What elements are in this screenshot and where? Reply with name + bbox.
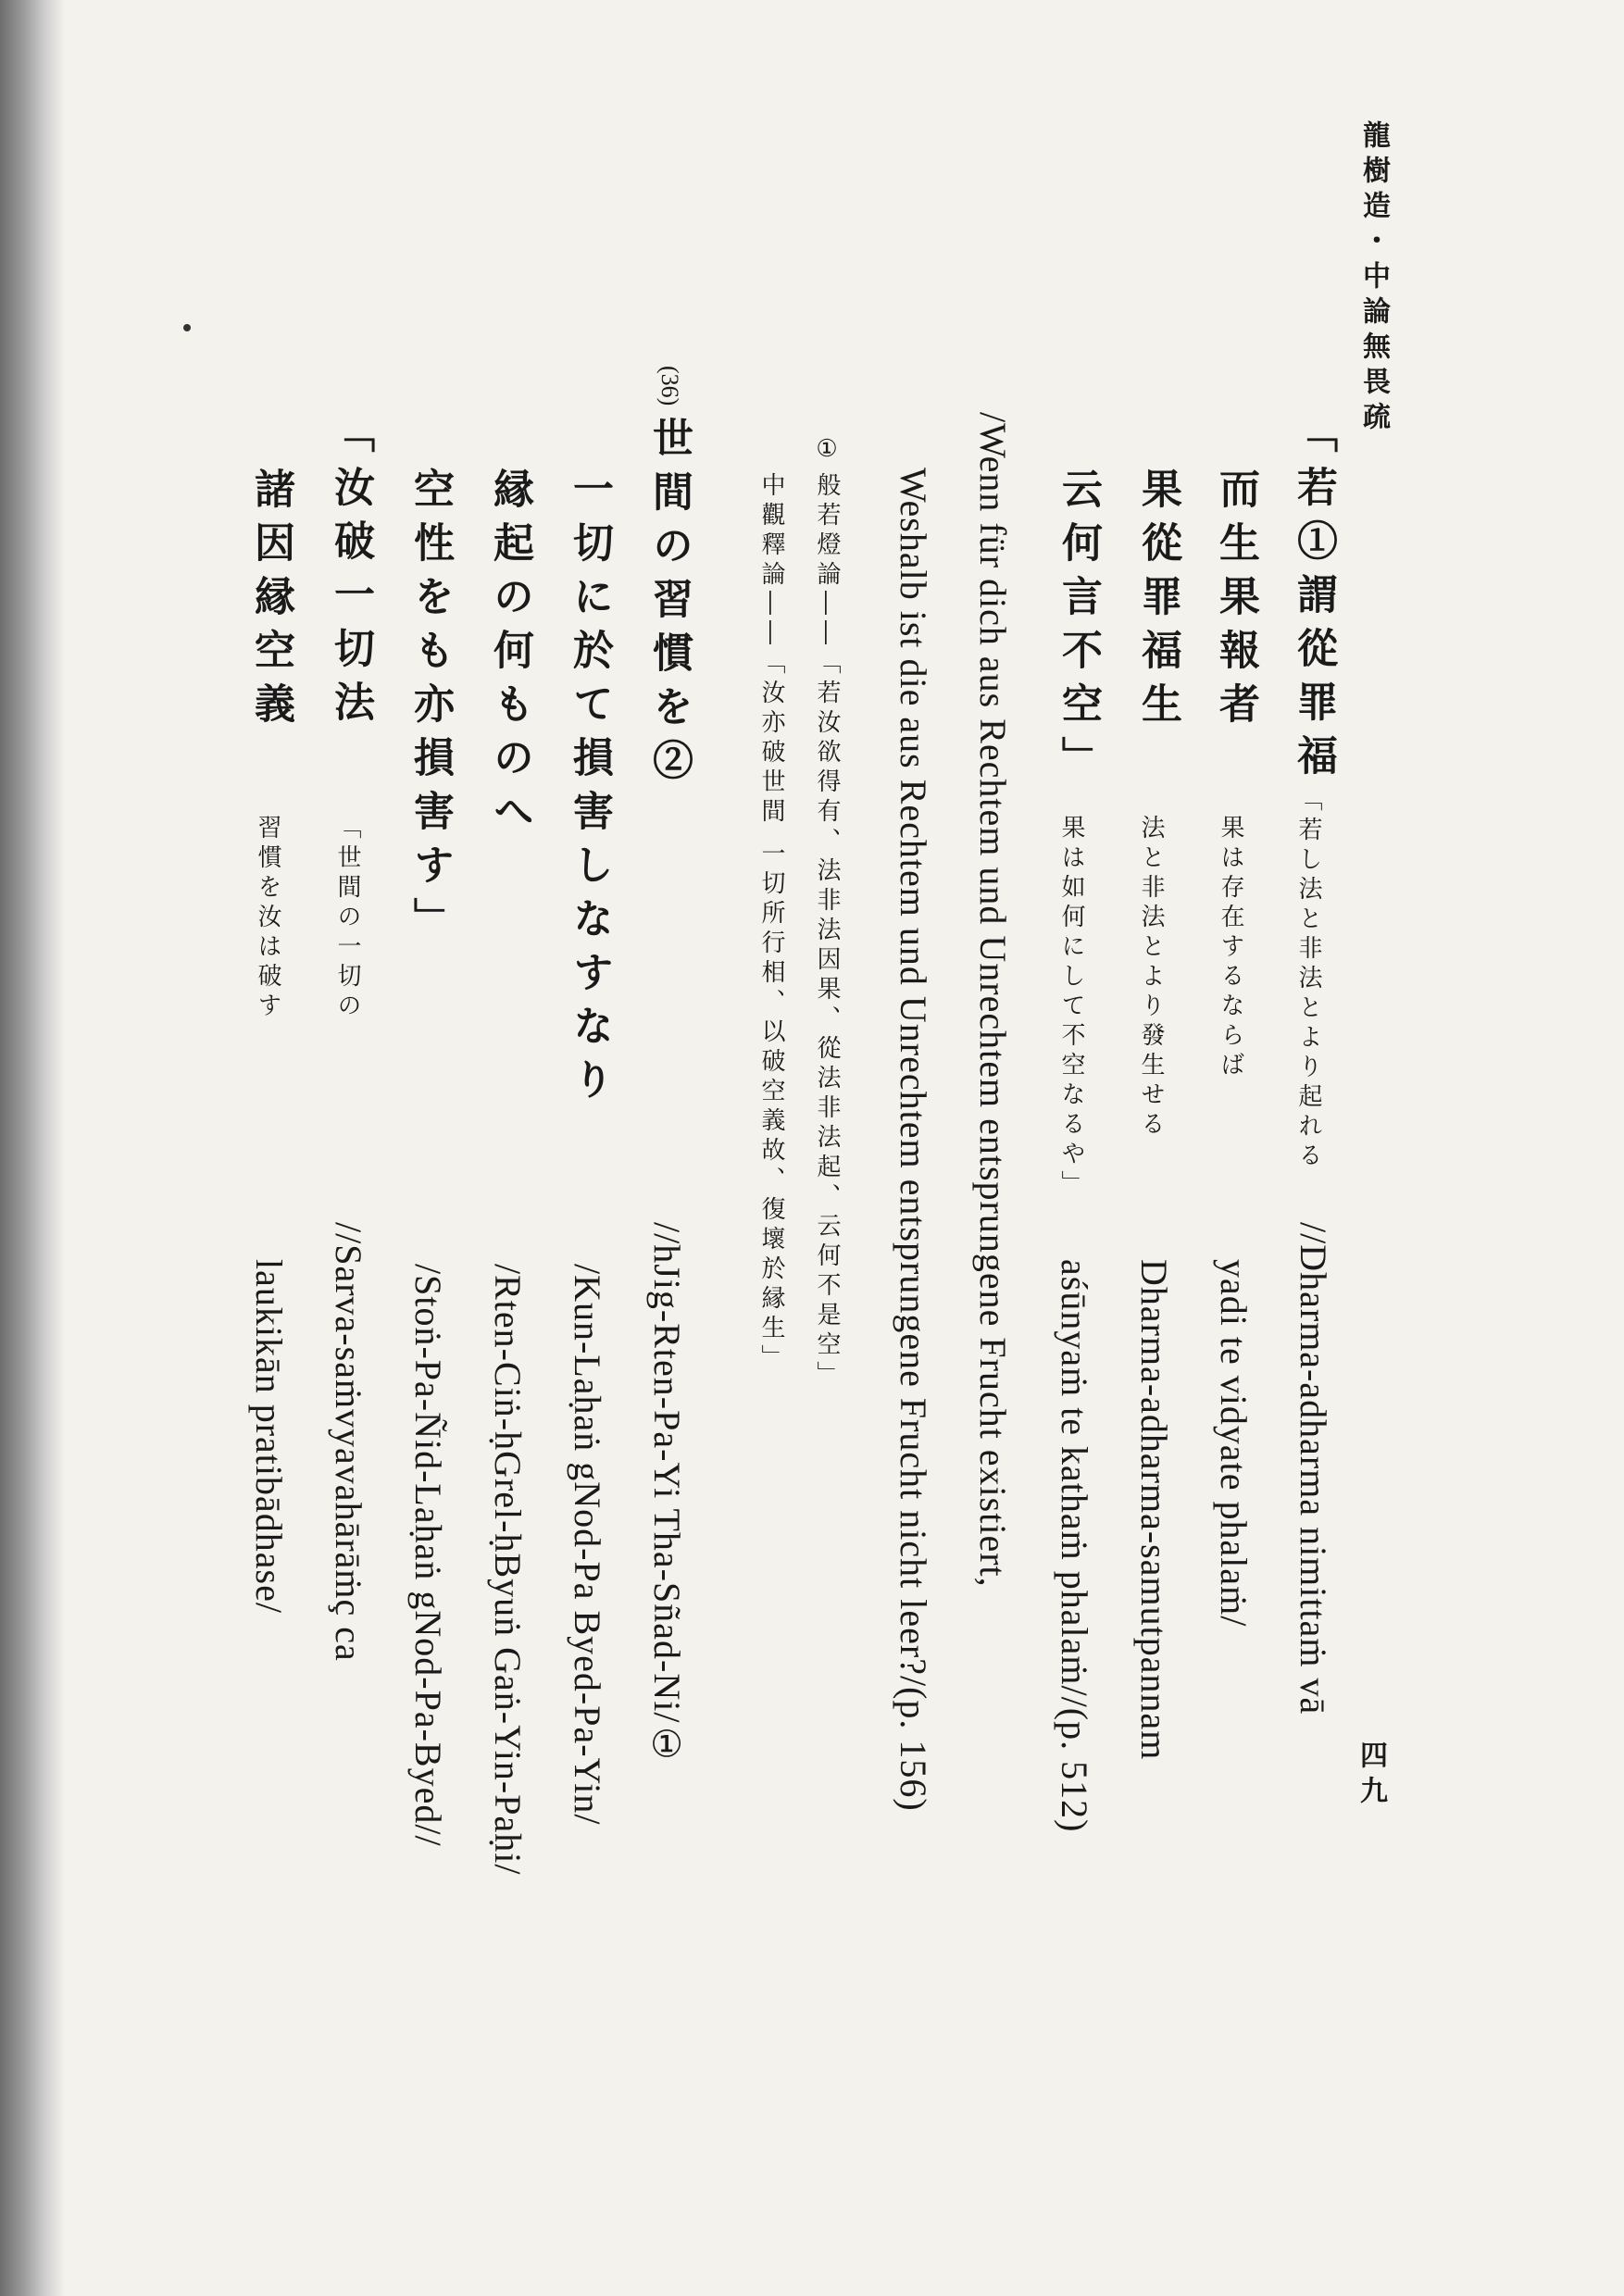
- sanskrit-line-2: yadi te vidyate phalaṁ/: [1213, 1259, 1255, 1628]
- running-title: 龍樹造・中論無畏疏: [1357, 120, 1390, 437]
- tibetan-line-2: /Kun-Laḥaṅ gNod-Pa Byed-Pa-Yin/: [567, 1264, 608, 1826]
- sanskrit36-line-1: //Sarva-saṁvyavahārāṁç ca: [328, 1222, 369, 1662]
- german-line-1: /Wenn für dich aus Rechtem und Unrechtem entsprungene Frucht existiert,: [972, 412, 1014, 1588]
- verse-line-4: 云何言不空」: [1055, 468, 1102, 790]
- gloss-2: 果は存在するならば: [1217, 815, 1244, 1081]
- book-binding-shadow: [0, 0, 65, 2296]
- tibetan-line-4: /Stoṅ-Pa-Ñid-Laḥaṅ gNod-Pa-Byed//: [407, 1264, 449, 1847]
- verse-line-3: 果從罪福生: [1134, 468, 1181, 736]
- gloss-6: 習慣を汝は破す: [254, 815, 281, 1022]
- verse36-line-3: 縁起の何ものへ: [486, 468, 533, 843]
- sanskrit36-line-2: laukikān pratibādhase/: [248, 1259, 290, 1614]
- tibetan-line-1: //hJig-Rten-Pa-Yi Tha-Sñad-Ni/①: [646, 1222, 688, 1767]
- verse36-line-2: 一切に於て損害しなすなり: [566, 468, 613, 1112]
- sanskrit-line-3: Dharma-adharma-samutpannam: [1133, 1259, 1175, 1761]
- sanskrit-line-4: aśūnyaṁ te kathaṁ phalaṁ//(p. 512): [1054, 1259, 1095, 1833]
- sanskrit-line-1: //Dharma-adharma nimittaṁ vā: [1293, 1222, 1334, 1716]
- page-number: 四九: [1355, 1741, 1387, 1811]
- verse36-line-4: 空性をも亦損害す」: [406, 468, 454, 951]
- verse36-line-6: 諸因縁空義: [247, 468, 294, 736]
- gloss-5: 「世間の一切の: [333, 815, 361, 1022]
- verse36-line-5: 「汝破一切法: [327, 412, 374, 734]
- gloss-1: 「若し法と非法とより起れる: [1294, 787, 1322, 1172]
- verse-line-1: 「若①謂從罪福: [1290, 412, 1337, 788]
- footnote-line-2: 中觀釋論――「汝亦破世間 一切所行相、以破空義故、復壞於縁生」: [757, 472, 785, 1375]
- verse36-line-1: 世間の習慣を②: [645, 417, 693, 792]
- tibetan-line-3: /Rten-Ciṅ-ḥGrel-ḥByuṅ Gaṅ-Yin-Paḥi/: [487, 1264, 529, 1876]
- verse-line-2: 而生果報者: [1212, 468, 1259, 736]
- ink-speck: [183, 324, 191, 331]
- gloss-4: 果は如何にして不空なるや」: [1057, 815, 1085, 1200]
- verse-number: (36): [656, 366, 683, 406]
- footnote-line-1: 般若燈論――「若汝欲得有、法非法因果、從法非法起、云何不是空」: [813, 472, 841, 1391]
- footnote-marker: ①: [813, 435, 841, 468]
- gloss-3: 法と非法とより發生せる: [1137, 815, 1165, 1141]
- german-line-2: Weshalb ist die aus Rechtem und Unrechtem entsprungene Frucht nicht leer?/(p. 156): [893, 468, 934, 1812]
